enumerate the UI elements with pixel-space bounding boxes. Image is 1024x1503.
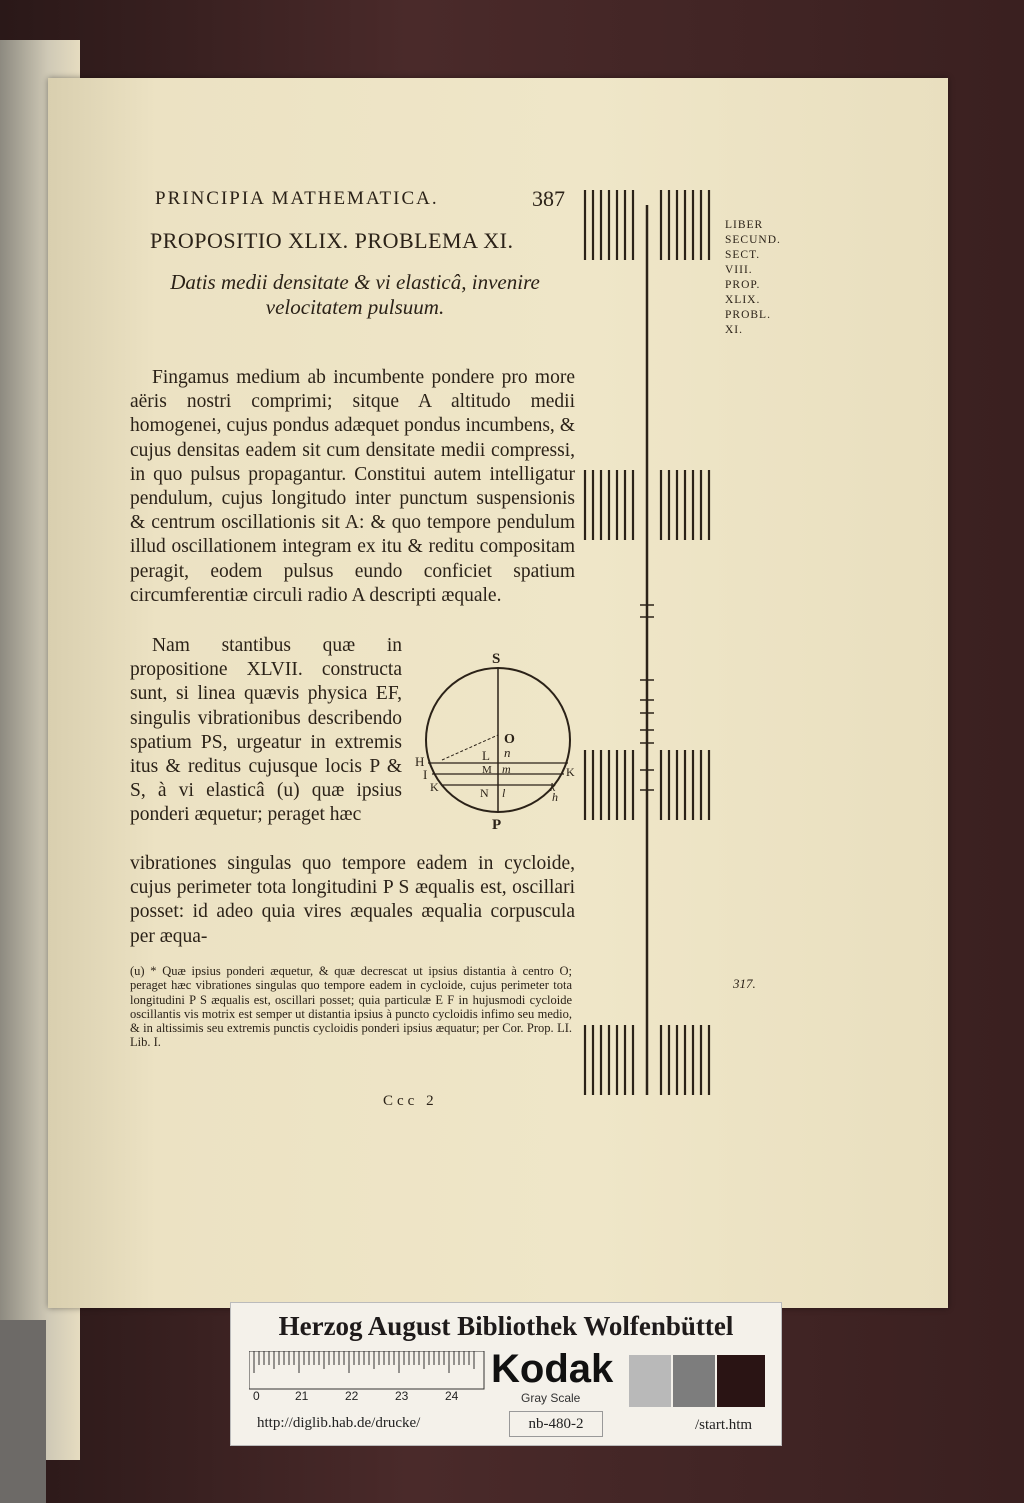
plaque-title: Herzog August Bibliothek Wolfenbüttel xyxy=(278,1311,734,1341)
label-K-left: K xyxy=(430,780,439,794)
margin-note-line: LIBER xyxy=(725,219,764,231)
plaque-url: http://diglib.hab.de/drucke/ xyxy=(257,1415,421,1431)
paragraph-2: Nam stantibus quæ in propositione XLVII. constructa sunt, si linea quævis physica EF, singulis vibrationibus describendo spatium PS, urgeatur in extremis itus & reditus cujusque locis P & S, à vi elasticâ (u) quæ ipsius ponderi æquetur; peraget hæc xyxy=(130,635,402,826)
plaque-start: /start.htm xyxy=(695,1417,753,1433)
ruler-number: 23 xyxy=(395,1389,409,1403)
running-head: PRINCIPIA MATHEMATICA. xyxy=(155,188,439,209)
margin-note-line: SECT. xyxy=(725,249,761,261)
library-plaque xyxy=(230,1302,782,1446)
label-O: O xyxy=(504,732,515,747)
label-h: h xyxy=(552,790,558,804)
label-L: L xyxy=(482,748,490,763)
label-N: N xyxy=(480,786,489,800)
margin-note-line: SECUND. xyxy=(725,234,781,246)
margin-note xyxy=(725,218,795,338)
label-H: H xyxy=(415,754,425,769)
circle-diagram xyxy=(412,645,584,835)
enunciation-line-1: Datis medii densitate & vi elasticâ, invenire xyxy=(170,270,540,294)
cord-figure xyxy=(580,185,720,1105)
label-P: P xyxy=(492,817,502,833)
enunciation-line-2: velocitatem pulsuum. xyxy=(265,295,445,319)
gray-scale-label: Gray Scale xyxy=(521,1391,581,1405)
paragraph-3: vibrationes singulas quo tempore eadem in cycloide, cujus perimeter tota longitudini P S æqualis est, oscillari posset: id adeo quia vires æquales æqualia corpuscula per æqua- xyxy=(130,853,575,947)
label-m: m xyxy=(502,762,511,776)
gray-swatch-light xyxy=(629,1355,671,1407)
label-n: n xyxy=(504,745,511,760)
label-S: S xyxy=(492,651,501,667)
gray-swatch-dark xyxy=(717,1355,765,1407)
label-l: l xyxy=(502,786,506,800)
margin-number: 317. xyxy=(733,976,756,991)
footnote: (u) * Quæ ipsius ponderi æquetur, & quæ decrescat ut ipsius distantia à centro O; peraget hæc vibrationes singulas quo tempore eadem in cycloide, cujus perimeter tota longitudini P S æqualis est, oscillari posset; quia particulæ E F in hujusmodi cycloide oscillantis vis motrix est semper ut distantia ipsius à puncto cycloidis infimo seu medio, & in altissimis seu extremis punctis cycloidis ponderi ipsius æquatur; per Cor. Prop. LI. Lib. I. xyxy=(130,964,572,1050)
plaque-code: nb-480-2 xyxy=(509,1411,603,1437)
label-M: M xyxy=(482,764,492,776)
label-K-right: K xyxy=(566,765,575,779)
signature-mark: Ccc 2 xyxy=(383,1093,438,1109)
margin-note-line: PROP. xyxy=(725,279,761,291)
label-k: k xyxy=(550,780,556,794)
margin-note-line: PROBL. xyxy=(725,309,771,321)
kodak-logo: Kodak xyxy=(491,1347,614,1391)
gray-swatch-mid xyxy=(673,1355,715,1407)
label-I: I xyxy=(423,767,428,782)
ruler-number: 22 xyxy=(345,1389,359,1403)
margin-note-line: XLIX. xyxy=(725,294,761,306)
margin-note-line: VIII. xyxy=(725,264,753,276)
paragraph-1: Fingamus medium ab incumbente pondere pro more aëris nostri comprimi; sitque A altitudo medii homogenei, cujus pondus adæquet pondus incumbens, & cujus densitas eadem sit cum densitate medii compressi, in quo pulsus propagantur. Constitui autem intelligatur pendulum, cujus longitudo inter punctum suspensionis & centrum oscillationis sit A: & quo tempore pendulum illud oscillationem integram ex itu & reditu compositam peragit, eodem pulsus eundo conficiet spatium circumferentiæ circuli radio A descripti æquale. xyxy=(130,367,575,606)
ruler-number: 0 xyxy=(253,1389,260,1403)
proposition-title: PROPOSITIO XLIX. PROBLEMA XI. xyxy=(150,228,514,253)
margin-note-line: XI. xyxy=(725,324,744,336)
ruler-scale xyxy=(249,1351,489,1391)
ruler-number: 21 xyxy=(295,1389,309,1403)
page-number: 387 xyxy=(532,186,565,211)
spine-label xyxy=(0,1320,46,1503)
ruler-number: 24 xyxy=(445,1389,459,1403)
enunciation xyxy=(130,270,580,320)
